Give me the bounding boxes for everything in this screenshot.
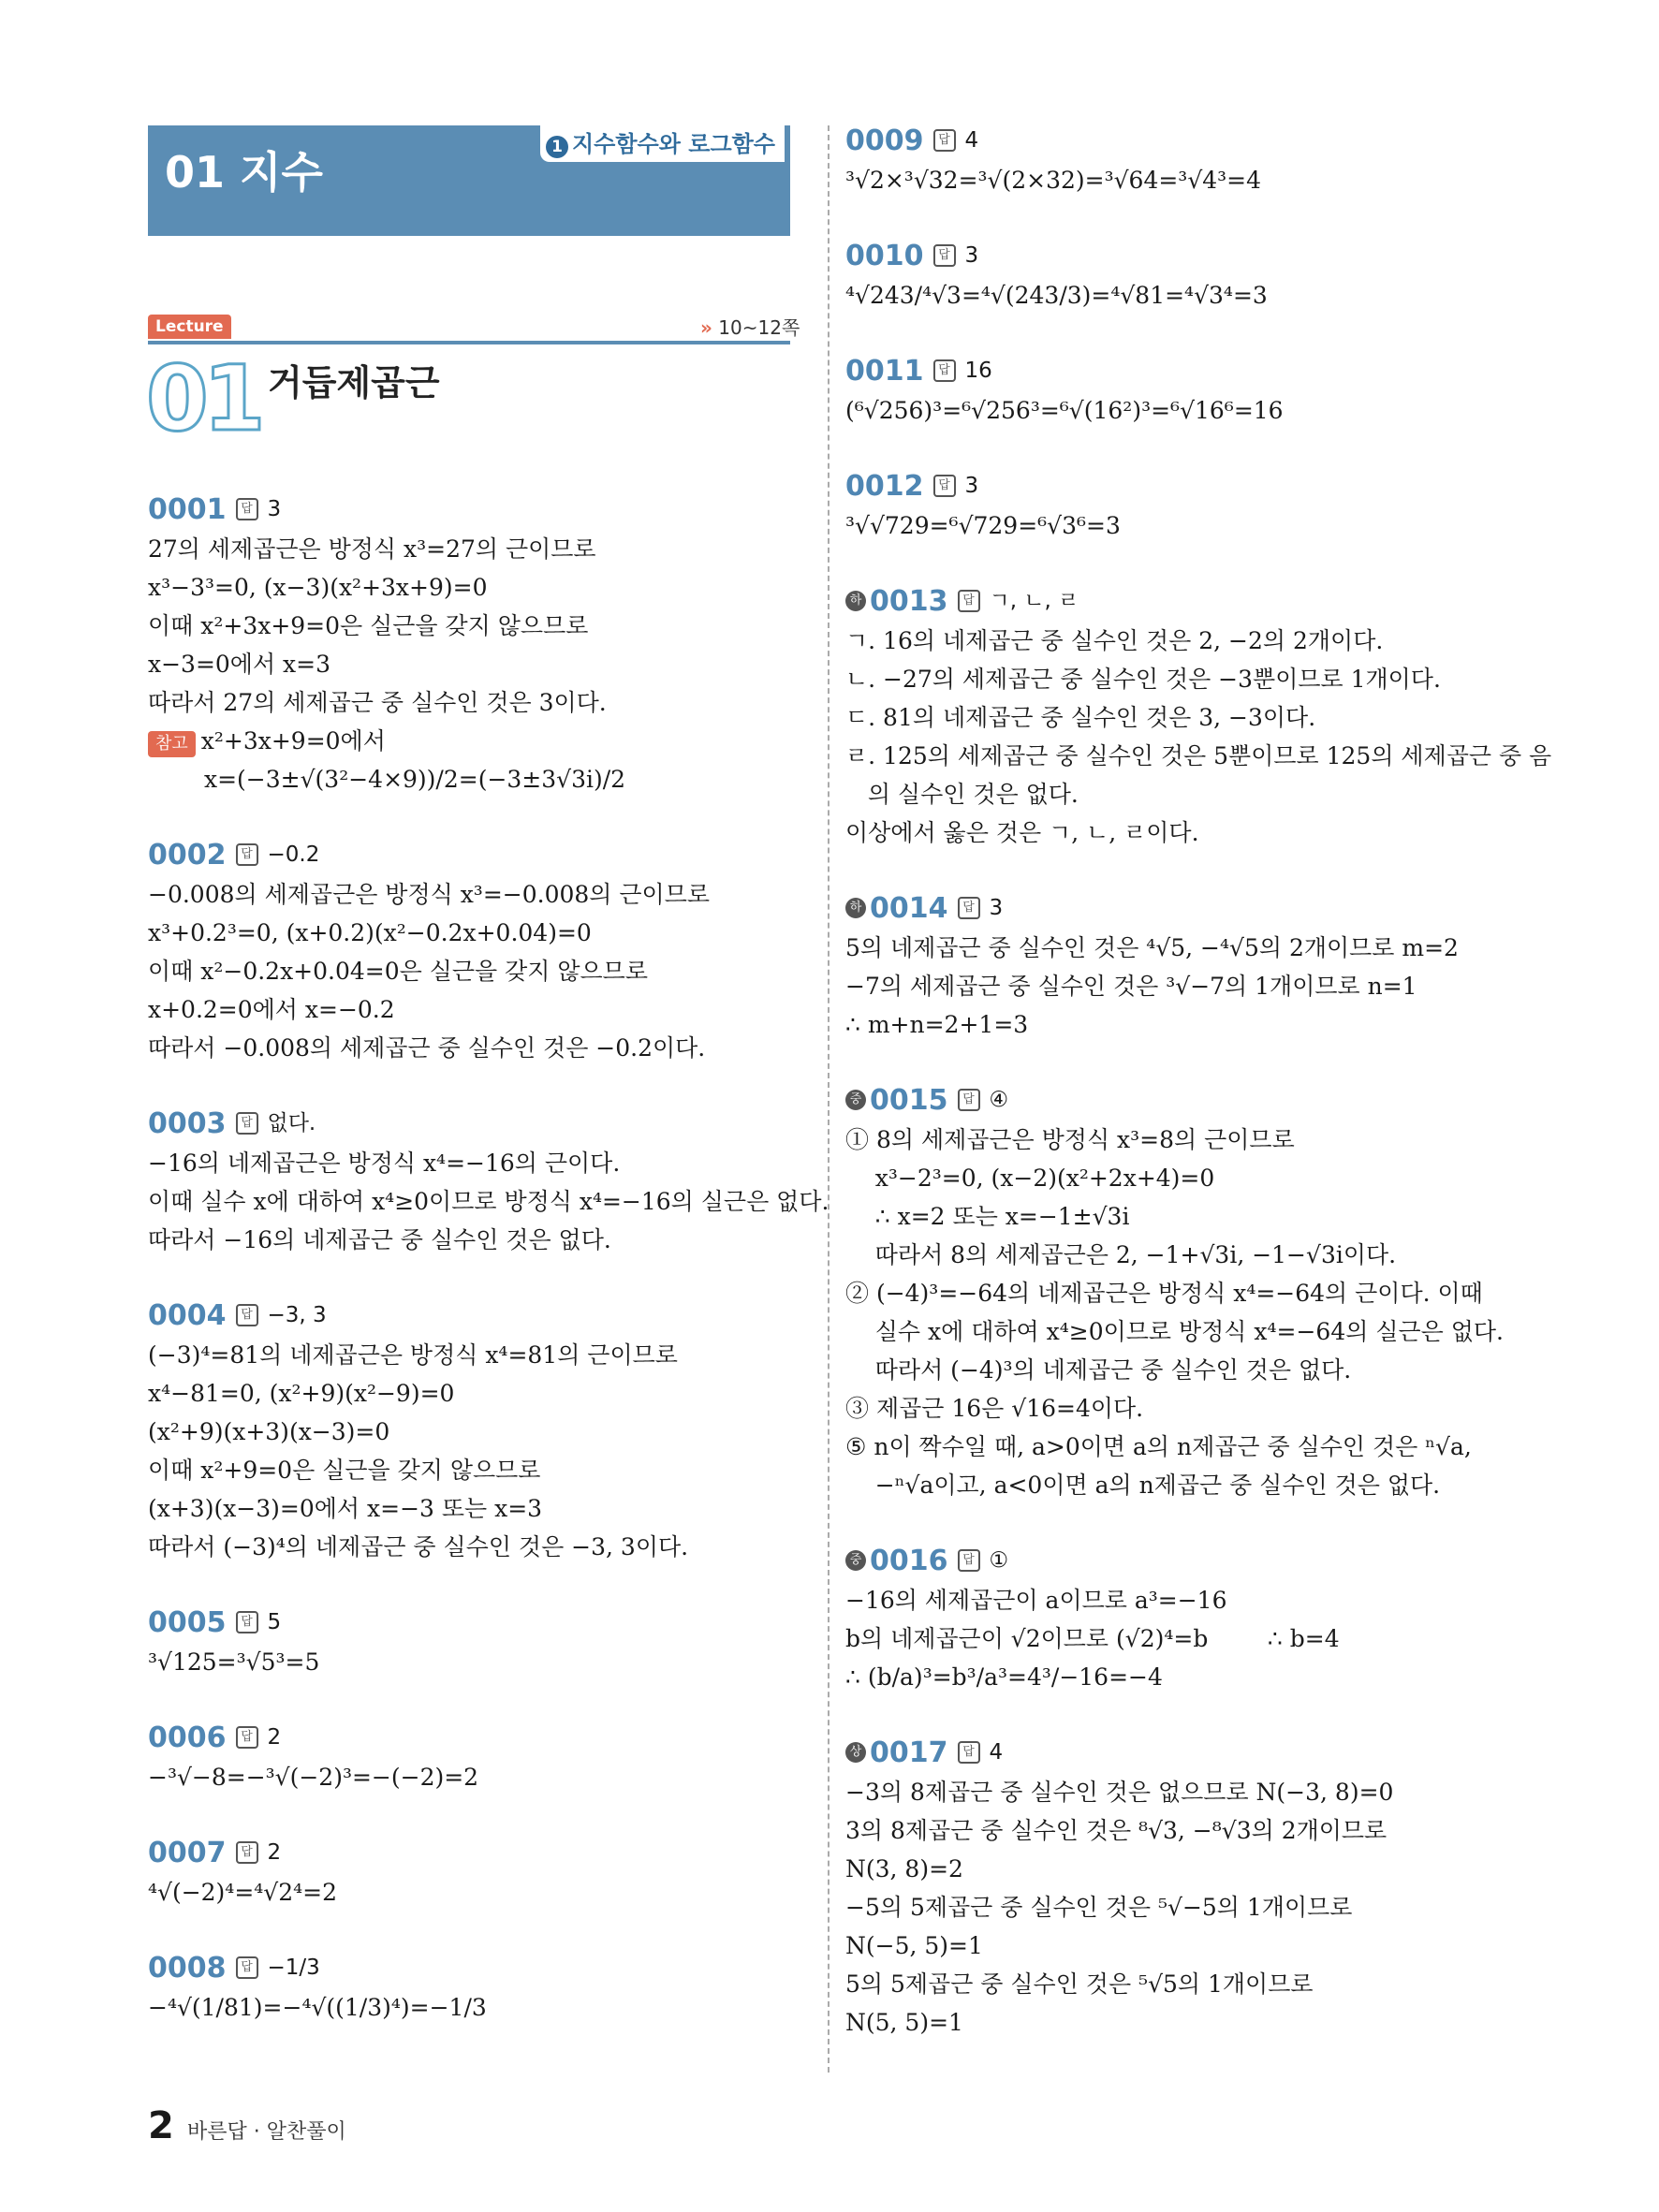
answer-icon: 답 (236, 1726, 258, 1749)
problem-0006 (148, 1717, 803, 1796)
problem-number: 0017 (870, 1736, 948, 1769)
double-chevron-icon: » (700, 316, 712, 339)
solution-line: ③ 제곱근 16은 √16=4이다. (845, 1395, 1144, 1422)
solution-line: ∴ x=2 또는 x=−1±√3i (845, 1203, 1130, 1230)
solution-line: 따라서 8의 세제곱근은 2, −1+√3i, −1−√3i이다. (845, 1241, 1397, 1268)
answer-value: 3 (964, 242, 979, 268)
problem-0017 (845, 1732, 1520, 2042)
answer-icon: 답 (958, 897, 980, 919)
solution-line: 이때 실수 x에 대하여 x⁴≥0이므로 방정식 x⁴=−16의 실근은 없다. (148, 1188, 830, 1215)
answer-value: ④ (989, 1087, 1009, 1112)
answer-value: 16 (964, 358, 992, 383)
solution-line: 이때 x²+3x+9=0은 실근을 갖지 않으므로 (148, 612, 589, 639)
answer-value: 5 (267, 1609, 282, 1634)
problem-0012 (845, 465, 1520, 545)
answer-value: ① (989, 1547, 1009, 1573)
answer-icon: 답 (933, 244, 956, 267)
solution-line: x+0.2=0에서 x=−0.2 (148, 996, 395, 1023)
solution-line: −0.008의 세제곱근은 방정식 x³=−0.008의 근이므로 (148, 881, 710, 908)
answer-value: −1/3 (267, 1955, 320, 1980)
solution-line: b의 네제곱근이 √2이므로 (√2)⁴=b ∴ b=4 (845, 1625, 1340, 1652)
answer-icon: 답 (933, 129, 956, 152)
problem-number: 0003 (148, 1106, 227, 1140)
problem-header (148, 1832, 803, 1873)
problem-number: 0008 (148, 1951, 227, 1985)
problem-header (845, 1732, 1520, 1773)
solution-line: 27의 세제곱근은 방정식 x³=27의 근이므로 (148, 535, 596, 563)
solution-line: 이때 x²+9=0은 실근을 갖지 않으므로 (148, 1457, 541, 1484)
answer-icon: 답 (236, 1304, 258, 1326)
solution-line: −³√−8=−³√(−2)³=−(−2)=2 (148, 1764, 479, 1791)
solution-line: N(−5, 5)=1 (845, 1932, 983, 1959)
solution-line: −⁴√(1/81)=−⁴√((1/3)⁴)=−1/3 (148, 1994, 487, 2021)
problem-header (148, 1717, 803, 1758)
solution-line: 따라서 −16의 네제곱근 중 실수인 것은 없다. (148, 1226, 611, 1253)
solution-line: ㄹ. 125의 세제곱근 중 실수인 것은 5뿐이므로 125의 세제곱근 중 음 (845, 742, 1552, 769)
solution-line: x³−3³=0, (x−3)(x²+3x+9)=0 (148, 574, 488, 601)
problem-header (845, 465, 1520, 506)
problem-number: 0013 (870, 584, 948, 618)
problem-number: 0007 (148, 1836, 227, 1869)
problem-0007 (148, 1832, 803, 1912)
solution-line: (x²+9)(x+3)(x−3)=0 (148, 1418, 390, 1445)
solution-line: ① 8의 세제곱근은 방정식 x³=8의 근이므로 (845, 1126, 1295, 1153)
solution-line: ㄱ. 16의 네제곱근 중 실수인 것은 2, −2의 2개이다. (845, 627, 1384, 654)
answer-value: 없다. (267, 1110, 316, 1135)
solution-line: (x+3)(x−3)=0에서 x=−3 또는 x=3 (148, 1495, 543, 1522)
answer-icon: 답 (236, 1956, 258, 1979)
solution-line: 따라서 (−3)⁴의 네제곱근 중 실수인 것은 −3, 3이다. (148, 1533, 689, 1560)
answer-icon: 답 (958, 1549, 980, 1572)
solution-line: 이상에서 옳은 것은 ㄱ, ㄴ, ㄹ이다. (845, 819, 1199, 846)
problem-number: 0015 (870, 1083, 948, 1117)
chapter-tag (540, 122, 785, 162)
answer-value: −0.2 (267, 842, 320, 867)
problem-0004 (148, 1295, 803, 1566)
answer-value: −3, 3 (267, 1302, 327, 1327)
problem-0011 (845, 350, 1520, 430)
solution-line: x−3=0에서 x=3 (148, 651, 331, 678)
solution-line: ⁴√243/⁴√3=⁴√(243/3)=⁴√81=⁴√3⁴=3 (845, 282, 1268, 309)
problem-number: 0005 (148, 1605, 227, 1639)
solution-line: ³√√729=⁶√729=⁶√3⁶=3 (845, 512, 1121, 539)
answer-icon: 답 (958, 1089, 980, 1111)
problem-header (845, 580, 1520, 622)
solution-line: 3의 8제곱근 중 실수인 것은 ⁸√3, −⁸√3의 2개이므로 (845, 1817, 1387, 1844)
problem-header (845, 1079, 1520, 1121)
problem-0013 (845, 580, 1552, 852)
answer-icon: 답 (933, 475, 956, 497)
chapter-title: 01 지수 (165, 147, 323, 198)
answer-value: 4 (989, 1739, 1004, 1765)
solution-line: −5의 5제곱근 중 실수인 것은 ⁵√−5의 1개이므로 (845, 1894, 1353, 1921)
problem-number: 0012 (845, 469, 924, 503)
solution-line: (⁶√256)³=⁶√256³=⁶√(16²)³=⁶√16⁶=16 (845, 397, 1284, 424)
problem-number: 0016 (870, 1544, 948, 1577)
problem-number: 0002 (148, 838, 227, 872)
right-column (845, 120, 1552, 2077)
problem-0008 (148, 1947, 803, 2027)
problem-0015 (845, 1079, 1520, 1504)
chapter-tag-number: 1 (546, 136, 568, 158)
answer-icon: 답 (236, 1112, 258, 1135)
answer-icon: 답 (236, 1841, 258, 1864)
note-badge: 참고 (148, 731, 196, 757)
problem-0016 (845, 1540, 1520, 1696)
solution-line: ⑤ n이 짝수일 때, a>0이면 a의 n제곱근 중 실수인 것은 ⁿ√a, (845, 1433, 1472, 1460)
problem-number: 0010 (845, 239, 924, 272)
answer-value: 4 (964, 127, 979, 153)
problem-0010 (845, 235, 1520, 315)
left-column (148, 489, 830, 2062)
answer-value: 3 (964, 473, 979, 498)
answer-value: 3 (267, 496, 282, 521)
problem-header (148, 1103, 803, 1144)
problem-0003 (148, 1103, 830, 1259)
solution-line: ⁴√(−2)⁴=⁴√2⁴=2 (148, 1879, 338, 1906)
solution-line: N(3, 8)=2 (845, 1855, 963, 1882)
answer-value: ㄱ, ㄴ, ㄹ (989, 588, 1079, 613)
solution-line: 실수 x에 대하여 x⁴≥0이므로 방정식 x⁴=−64의 실근은 없다. (845, 1318, 1504, 1345)
solution-line: ㄴ. −27의 세제곱근 중 실수인 것은 −3뿐이므로 1개이다. (845, 666, 1441, 693)
solution-line: −3의 8제곱근 중 실수인 것은 없으므로 N(−3, 8)=0 (845, 1779, 1394, 1806)
lecture-underline (148, 341, 790, 344)
solution-line: 5의 5제곱근 중 실수인 것은 ⁵√5의 1개이므로 (845, 1970, 1314, 1998)
problem-header (845, 1540, 1520, 1581)
lecture-pages (700, 313, 800, 340)
solution-line: ∴ (b/a)³=b³/a³=4³/−16=−4 (845, 1663, 1163, 1691)
answer-value: 2 (267, 1839, 282, 1865)
problem-0009 (845, 120, 1520, 199)
solution-line: 따라서 27의 세제곱근 중 실수인 것은 3이다. (148, 689, 607, 716)
lecture-pages-label: 10~12쪽 (718, 316, 800, 339)
chapter-tag-label: 지수함수와 로그함수 (571, 131, 775, 157)
problem-number: 0001 (148, 492, 227, 526)
problem-header (148, 1947, 803, 1988)
solution-line: 의 실수인 것은 없다. (845, 781, 1079, 808)
solution-line: ② (−4)³=−64의 네제곱근은 방정식 x⁴=−64의 근이다. 이때 (845, 1280, 1483, 1307)
problem-header (148, 489, 803, 530)
problem-header (845, 120, 1520, 161)
solution-line: x³+0.2³=0, (x+0.2)(x²−0.2x+0.04)=0 (148, 919, 592, 946)
solution-line: −ⁿ√a이고, a<0이면 a의 n제곱근 중 실수인 것은 없다. (845, 1472, 1441, 1499)
problem-header (845, 350, 1520, 391)
solution-line: N(5, 5)=1 (845, 2009, 963, 2036)
solution-line: 따라서 −0.008의 세제곱근 중 실수인 것은 −0.2이다. (148, 1034, 706, 1062)
problem-number: 0011 (845, 354, 924, 388)
solution-line: x⁴−81=0, (x²+9)(x²−9)=0 (148, 1380, 455, 1407)
problem-number: 0009 (845, 124, 924, 157)
solution-line: x³−2³=0, (x−2)(x²+2x+4)=0 (845, 1165, 1215, 1192)
page-number: 2 (148, 2104, 174, 2147)
solution-line: 이때 x²−0.2x+0.04=0은 실근을 갖지 않으므로 (148, 958, 648, 985)
difficulty-badge: 하 (845, 591, 866, 611)
problem-0001 (148, 489, 803, 798)
solution-line: 따라서 (−4)³의 네제곱근 중 실수인 것은 없다. (845, 1356, 1352, 1384)
solution-line: −16의 네제곱근은 방정식 x⁴=−16의 근이다. (148, 1150, 621, 1177)
solution-line: 5의 네제곱근 중 실수인 것은 ⁴√5, −⁴√5의 2개이므로 m=2 (845, 934, 1459, 961)
difficulty-badge: 상 (845, 1742, 866, 1763)
difficulty-badge: 중 (845, 1550, 866, 1571)
solution-line: ∴ m+n=2+1=3 (845, 1011, 1029, 1038)
problem-header (148, 834, 803, 875)
problem-header (148, 1602, 803, 1643)
solution-line: −16의 세제곱근이 a이므로 a³=−16 (845, 1587, 1227, 1614)
footer-label: 바른답 · 알찬풀이 (187, 2120, 346, 2144)
lecture-title: 거듭제곱근 (268, 362, 440, 403)
problem-number: 0004 (148, 1298, 227, 1332)
problem-number: 0014 (870, 891, 948, 925)
answer-icon: 답 (958, 1741, 980, 1764)
note-line (148, 722, 803, 760)
column-divider (828, 125, 830, 2073)
answer-value: 3 (989, 895, 1004, 920)
problem-0014 (845, 887, 1520, 1044)
solution-line: ㄷ. 81의 네제곱근 중 실수인 것은 3, −3이다. (845, 704, 1316, 731)
note-formula: x=(−3±√(3²−4×9))/2=(−3±3√3i)/2 (204, 766, 626, 793)
solution-line: ³√125=³√5³=5 (148, 1648, 320, 1676)
difficulty-badge: 하 (845, 898, 866, 918)
problem-header (845, 235, 1520, 276)
answer-icon: 답 (236, 1611, 258, 1633)
answer-icon: 답 (933, 359, 956, 382)
note-text: x²+3x+9=0에서 (200, 727, 386, 754)
solution-line: −7의 세제곱근 중 실수인 것은 ³√−7의 1개이므로 n=1 (845, 973, 1417, 1000)
chapter-banner (148, 125, 790, 236)
solution-line: (−3)⁴=81의 네제곱근은 방정식 x⁴=81의 근이므로 (148, 1341, 678, 1369)
problem-header (148, 1295, 803, 1336)
problem-number: 0006 (148, 1721, 227, 1754)
solution-line: ³√2×³√32=³√(2×32)=³√64=³√4³=4 (845, 167, 1262, 194)
problem-0002 (148, 834, 803, 1067)
problem-0005 (148, 1602, 803, 1681)
difficulty-badge: 중 (845, 1090, 866, 1110)
answer-icon: 답 (236, 498, 258, 520)
answer-icon: 답 (236, 843, 258, 866)
answer-value: 2 (267, 1724, 282, 1750)
lecture-badge: Lecture (148, 315, 231, 339)
problem-header (845, 887, 1520, 929)
lecture-number: 01 (146, 346, 260, 451)
answer-icon: 답 (958, 590, 980, 612)
